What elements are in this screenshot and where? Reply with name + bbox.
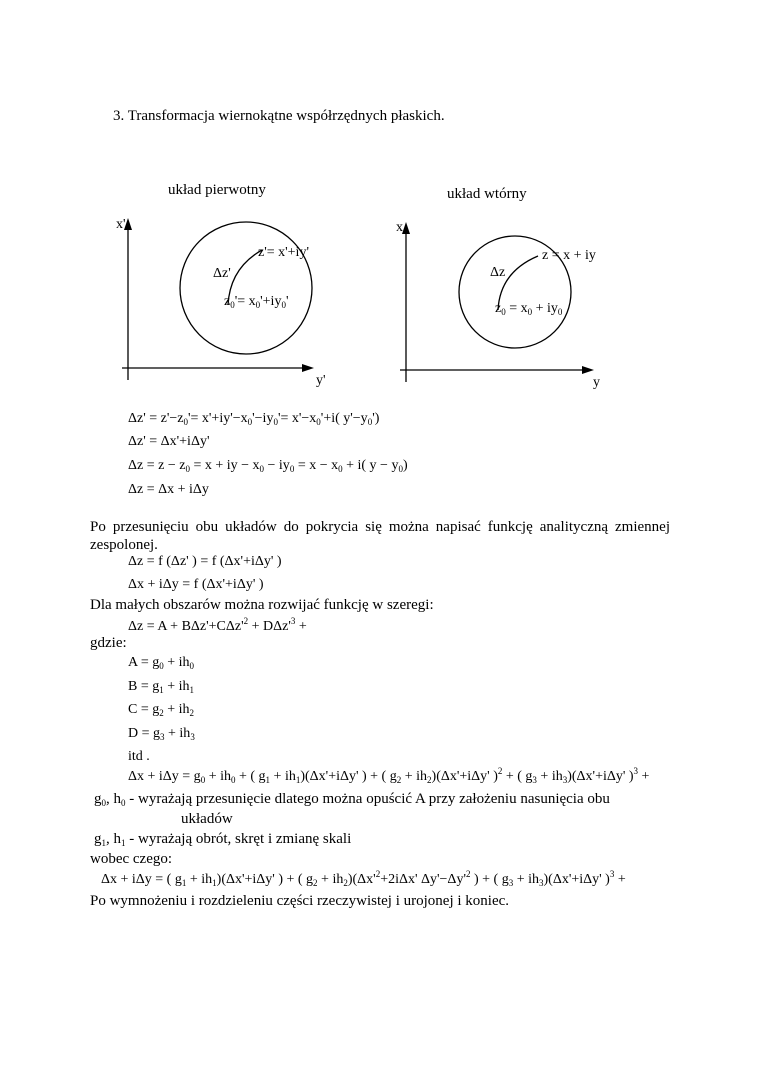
left-delta-label: Δz' [213,266,231,281]
gdzie-label: gdzie: [90,635,127,651]
left-circle [180,222,312,354]
equation-expansion: $\Delta x + i\Delta y = g_0 + ih_0$ + ( $g_1 + ih_1)(\Delta x'+i\Delta y'$ ) + ( $g_2 + ih_2)(\Delta x'+i\Delta y'$ )$^2$ + ( $g_3 + ih_3)(\Delta x'+i\Delta y'$ )$^3$ + [128,766,650,785]
right-point-z: z = x + iy [542,248,596,263]
paragraph-conclusion: Po wymnożeniu i rozdzieleniu części rzeczywistej i urojonej i koniec. [90,893,510,909]
equation-delta-z: $\Delta z = z - z_0 = x$ + iy − $x_0 - iy_0 = x - x_0 + i$( $y - y_0$) [128,458,408,474]
itd-label: itd . [128,749,150,764]
right-vertical-arrow-icon [402,222,410,234]
equation-series: $\Delta z = A + B\Delta z'+C\Delta z'^2 + D\Delta z'^3$ + [128,616,307,634]
paragraph-series: Dla małych obszarów można rozwijać funkcję w szeregi: [90,597,434,613]
left-z0-label: $z_0'= x_0'+iy_0'$ [224,294,289,310]
equation-delta-z-short: Δz = Δx + iΔy [128,482,209,497]
note-g0-h0-continued: układów [181,811,233,827]
right-diagram-caption: układ wtórny [447,186,527,202]
note-g1-h1: $g_1$, $h_1$ - wyrażają obrót, skręt i zmianę skali [94,831,352,848]
right-delta-label: Δz [490,265,506,280]
equation-function-2: Δx + iΔy = f (Δx'+iΔy' ) [128,577,264,592]
wobec-label: wobec czego: [90,851,173,867]
right-axis-y-label: y [593,375,600,390]
coef-c: $C = g_2 + ih_2$ [128,702,195,718]
left-axis-x-label: x' [116,217,126,232]
paragraph-shift: Po przesunięciu obu układów do pokrycia się można napisać funkcję analityczną zmiennej zespolonej. [90,519,670,553]
equation-delta-z-prime: $\Delta z' = z'-z_0'= x'+iy'-x_0'-iy_0'= x'-x_0'+i$( $y'-y_0'$) [128,411,380,427]
left-diagram-caption: układ pierwotny [168,182,266,198]
left-point-z: z'= x'+iy' [258,245,309,260]
equation-function-1: Δz = f (Δz' ) = f (Δx'+iΔy' ) [128,554,282,569]
left-horizontal-arrow-icon [302,364,314,372]
right-z0-label: $z_0 = x_0 + iy_0$ [495,301,563,317]
section-heading: 3. Transformacja wiernokątne współrzędnych płaskich. [113,108,445,124]
left-axis-y-label: y' [316,373,326,388]
coef-a: $A = g_0 + ih_0$ [128,655,195,671]
right-axis-x-label: x [396,220,403,235]
equation-delta-z-prime-short: Δz' = Δx'+iΔy' [128,434,210,449]
coef-d: $D = g_3 + ih_3$ [128,726,195,742]
right-horizontal-arrow-icon [582,366,594,374]
coef-b: $B = g_1 + ih_1$ [128,679,195,695]
note-g0-h0: $g_0$, $h_0$ - wyrażają przesunięcie dlatego można opuścić A przy założeniu nasunięcia obu [94,791,610,808]
equation-final: Δx + iΔy = ( $g_1 + ih_1)(\Delta x'+i\Delta y'$ ) + ( $g_2 + ih_2)(\Delta x'^2+2i\Delta x'$ $\Delta y'-\Delta y'^2$ ) + ( $g_3 + ih_3)(\Delta x'+i\Delta y'$ )$^3$ + [101,869,626,888]
